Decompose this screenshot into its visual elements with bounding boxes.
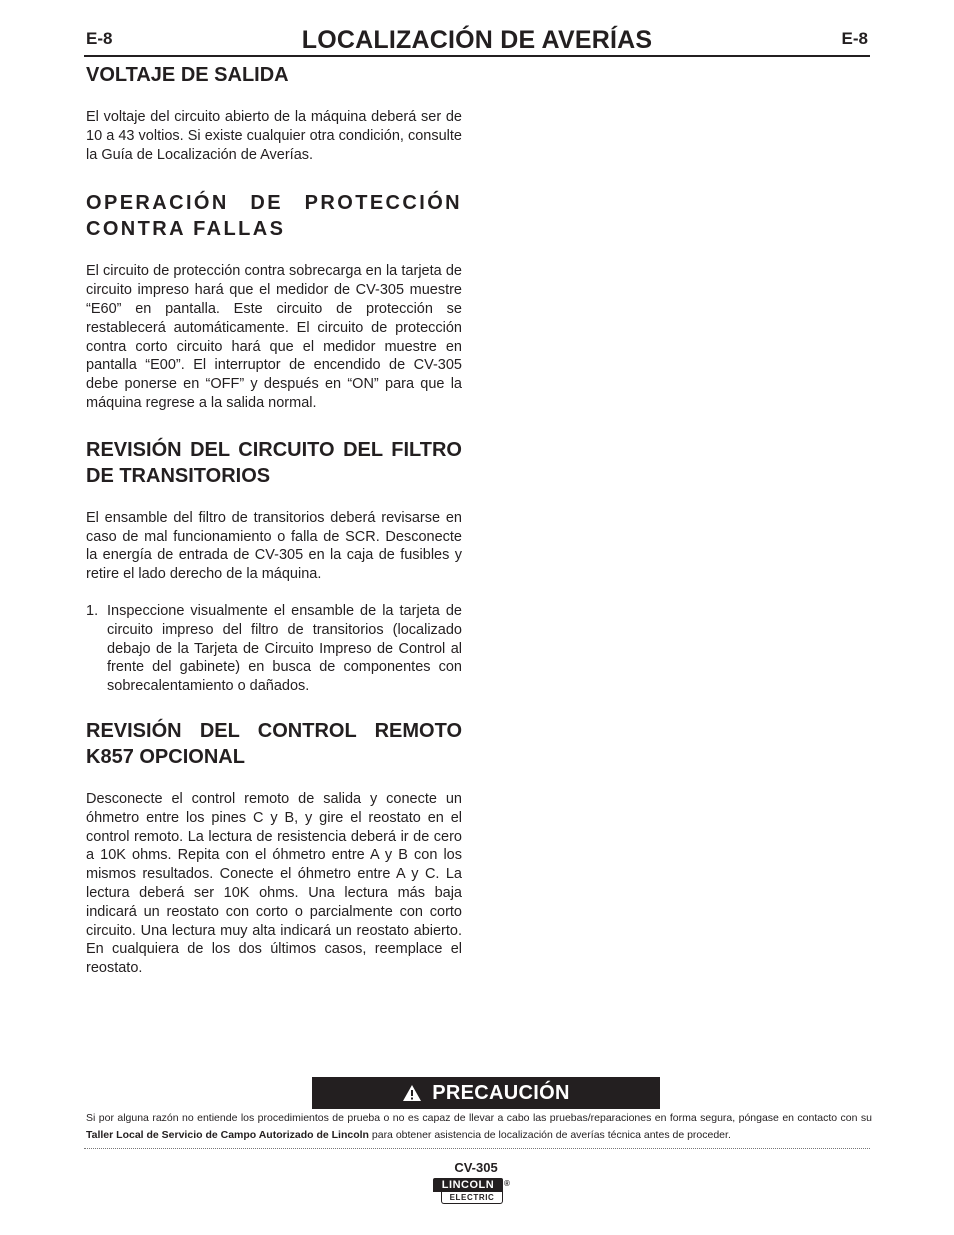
- caution-text: [86, 1110, 872, 1144]
- logo-registered-mark: ®: [504, 1179, 510, 1188]
- model-number: CV-305: [454, 1160, 498, 1175]
- footer-divider: [84, 1148, 870, 1149]
- caution-banner: [312, 1077, 660, 1109]
- list-item-number: 1.: [86, 602, 99, 619]
- section-title-proteccion: OPERACIÓN DE PROTECCIÓN CONTRA FALLAS: [86, 192, 462, 241]
- list-item: [86, 602, 462, 696]
- page-code-left: E-8: [86, 29, 113, 48]
- header-divider: [84, 55, 870, 57]
- section-body-voltaje: El voltaje del circuito abierto de la máquina deberá ser de 10 a 43 voltios. Si existe cualquier otra condición, consulte la Guía de Localización de Averías.: [86, 109, 462, 163]
- page-code-right: E-8: [841, 29, 868, 48]
- caution-text-after: para obtener asistencia de localización de averías técnica antes de proceder.: [368, 1129, 731, 1141]
- caution-label: PRECAUCIÓN: [432, 1081, 570, 1104]
- logo-bottom: ELECTRIC: [441, 1192, 503, 1204]
- section-body-filtro: El ensamble del filtro de transitorios deberá revisarse en caso de mal funcionamiento o falla de SCR. Desconecte la energía de entrada de CV-305 en la caja de fusibles y retire el lado derecho de la máquina.: [86, 509, 462, 583]
- content-column: [86, 60, 462, 978]
- caution-text-bold: Taller Local de Servicio de Campo Autorizado de Lincoln: [86, 1129, 369, 1141]
- caution-text-before: Si por alguna razón no entiende los procedimientos de prueba o no es capaz de llevar a cabo las pruebas/reparaciones en forma segura, póngase en contacto con su: [86, 1112, 872, 1124]
- section-body-proteccion: El circuito de protección contra sobrecarga en la tarjeta de circuito impreso hará que el medidor de CV-305 muestre “E60” en pantalla. Este circuito de protección se restablecerá automáticamente. El circuito de protección contra corto circuito hará que el medidor muestre en pantalla “E00”. El interruptor de encendido de CV-305 debe ponerse en “OFF” y después en “ON” para que la máquina regrese a la salida normal.: [86, 263, 462, 411]
- warning-triangle-icon: [402, 1084, 422, 1102]
- list-item-text: Inspeccione visualmente el ensamble de la tarjeta de circuito impreso del filtro de transitorios (localizado debajo de la Tarjeta de Circuito Impreso de Control al frente del gabinete) en busca de componentes con sobrecalentamiento o dañados.: [107, 602, 462, 695]
- page-header: [84, 26, 870, 56]
- section-title-voltaje: VOLTAJE DE SALIDA: [86, 64, 289, 86]
- page-title: LOCALIZACIÓN DE AVERÍAS: [301, 26, 653, 54]
- section-body-control-remoto: Desconecte el control remoto de salida y conecte un óhmetro entre los pines C y B, y gire el reostato en el control remoto. La lectura de resistencia deberá ir de cero a 10K ohms. Repita con el óhmetro entre A y B con los mismos resultados. Conecte el óhmetro entre A y C. La lectura deberá ser 10K ohms. Una lectura más baja indicará un reostato con corto o parcialmente con corto circuito. Una lectura muy alta indicará un reostato abierto. En cualquiera de los dos últimos casos, reemplace el reostato.: [86, 790, 462, 977]
- lincoln-electric-logo: [431, 1178, 513, 1208]
- section-title-filtro: REVISIÓN DEL CIRCUITO DEL FILTRO DE TRANSITORIOS: [86, 438, 462, 487]
- logo-top: LINCOLN: [433, 1178, 503, 1192]
- section-title-control-remoto: REVISIÓN DEL CONTROL REMOTO K857 OPCIONAL: [86, 719, 462, 768]
